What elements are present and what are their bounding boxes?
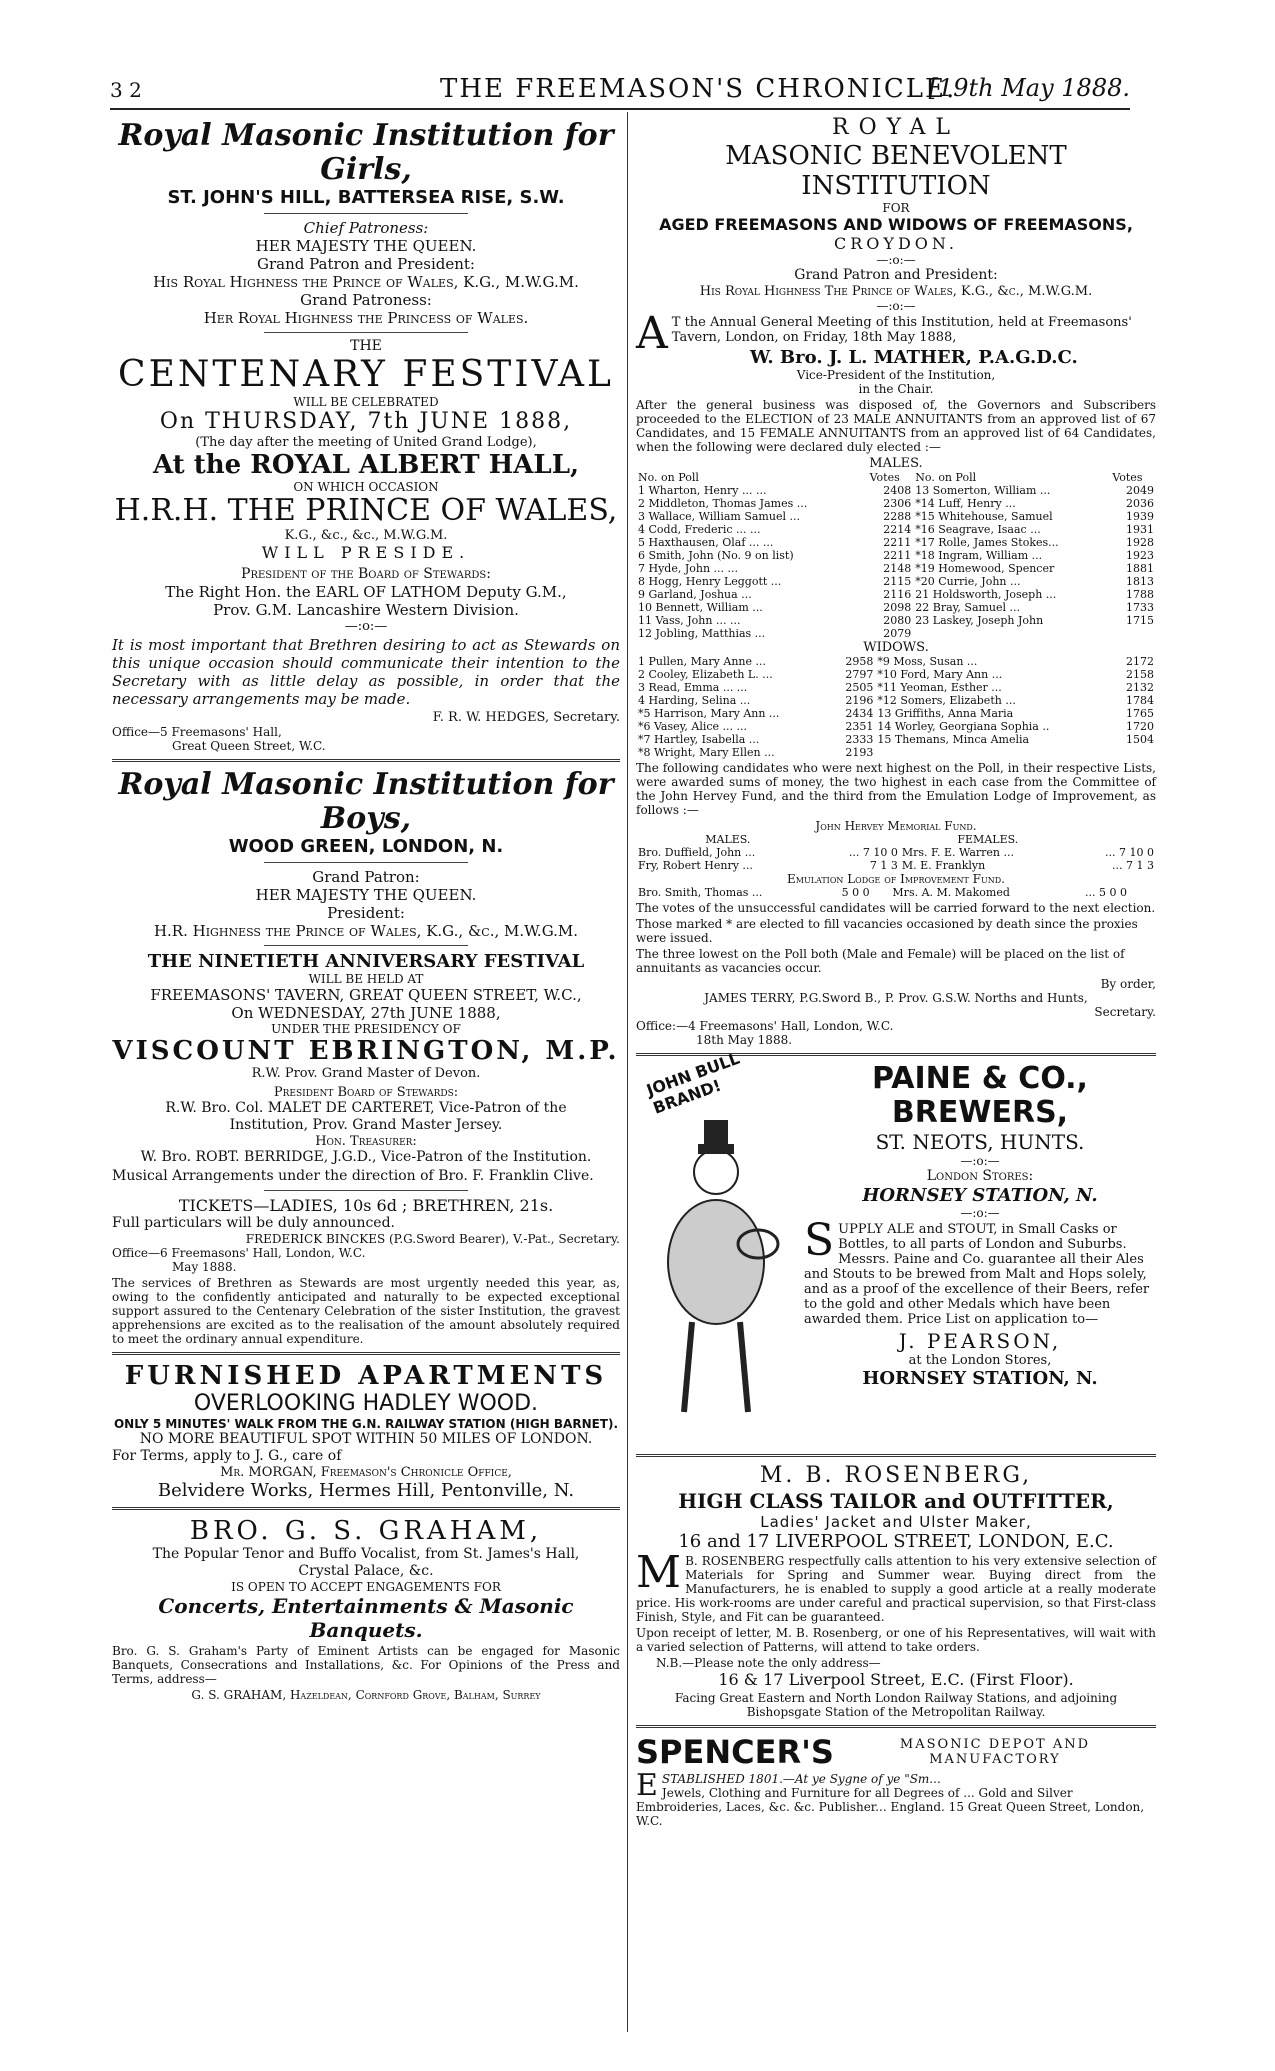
patron: His Royal Highness the Prince of Wales, K.G., M.W.G.M. [153, 273, 579, 291]
girls-institution-ad [112, 119, 620, 753]
by-order: By order, [1100, 977, 1156, 991]
table-cell-value: 1939 [1126, 510, 1154, 523]
benevolent-patron: His Royal Highness The Prince of Wales, K.G., &c., M.W.G.M. [699, 284, 1093, 299]
graham-title: BRO. G. S. GRAHAM, [189, 1516, 543, 1546]
right-column [636, 115, 1156, 1830]
vice-president: Vice-President of the Institution, [796, 368, 996, 382]
table-cell-name: *11 Yeoman, Esther ... [877, 681, 1002, 694]
table-cell-value: 2958 [845, 655, 874, 668]
rule [264, 332, 467, 333]
patroness: HER MAJESTY THE QUEEN. [255, 237, 477, 255]
col-no: No. on Poll [638, 471, 699, 484]
graham-line-1: The Popular Tenor and Buffo Vocalist, from St. James's Hall, [152, 1546, 580, 1562]
pearson-stores: at the London Stores, [908, 1353, 1052, 1368]
stewards-label: President of the Board of Stewards: [241, 566, 491, 582]
table-cell-name: *7 Hartley, Isabella ... [638, 733, 760, 746]
table-cell-name: 14 Worley, Georgiana Sophia .. [877, 720, 1050, 733]
grand-patroness: Her Royal Highness the Princess of Wales. [203, 309, 529, 327]
treasurer: W. Bro. ROBT. BERRIDGE, J.G.D., Vice-Patron of the Institution. [140, 1149, 592, 1165]
table-cell-value: 1504 [1126, 733, 1154, 746]
rule [264, 1190, 467, 1191]
girls-address: ST. JOHN'S HILL, BATTERSEA RISE, S.W. [167, 187, 565, 208]
table-row [636, 549, 1156, 562]
paine-station: HORNSEY STATION, N. [862, 1185, 1098, 1206]
section-rule [112, 1507, 620, 1510]
centenary-festival: CENTENARY FESTIVAL [118, 354, 614, 395]
for-label: FOR [882, 201, 910, 215]
benevolent-office-date: 18th May 1888. [696, 1033, 793, 1047]
table-cell-value: 2036 [1126, 497, 1154, 510]
table-cell-value: 1788 [1126, 588, 1154, 601]
table-cell-name: 21 Holdsworth, Joseph ... [915, 588, 1057, 601]
held-label: WILL BE HELD AT [308, 972, 424, 986]
spencer-ad [636, 1734, 1156, 1828]
table-row [636, 707, 1156, 720]
table-cell-value: 2115 [883, 575, 912, 588]
divider: —:o:— [960, 1154, 1000, 1168]
table-cell-name [913, 627, 1110, 640]
table-cell-name: 5 Haxthausen, Olaf ... ... [638, 536, 774, 549]
table-cell-value: 1720 [1126, 720, 1154, 733]
table-cell-value: 1765 [1126, 707, 1154, 720]
drop-cap-m: M [636, 1547, 682, 1598]
table-cell-name: 1 Pullen, Mary Anne ... [638, 655, 767, 668]
apartments-title: FURNISHED APARTMENTS [124, 1361, 608, 1391]
rosenberg-facing: Facing Great Eastern and North London Railway Stations, and adjoining Bishopsgate Station of the Metropolitan Railway. [674, 1691, 1118, 1719]
music-note: Musical Arrangements under the direction of Bro. F. Franklin Clive. [112, 1168, 594, 1184]
table-cell-name: Bro. Duffield, John ... [638, 846, 756, 859]
benevolent-title: MASONIC BENEVOLENT INSTITUTION [725, 141, 1067, 201]
table-cell-name: *17 Rolle, James Stokes... [915, 536, 1059, 549]
meeting-text: T the Annual General Meeting of this Institution, held at Freemasons' Tavern, London, on Friday, 18th May 1888, [671, 315, 1132, 345]
table-cell-value: 2306 [883, 497, 912, 510]
table-row [636, 523, 1156, 536]
table-cell-value: 2196 [845, 694, 874, 707]
table-row [636, 484, 1156, 497]
table-cell-value: 1928 [1126, 536, 1154, 549]
table-cell-value: 2408 [883, 484, 912, 497]
graham-body: Bro. G. S. Graham's Party of Eminent Artists can be engaged for Masonic Banquets, Consecrations and Installations, &c. For Opinions of the Press and Terms, address— [112, 1644, 620, 1686]
table-row [636, 510, 1156, 523]
festival-date-note: (The day after the meeting of United Grand Lodge), [195, 435, 537, 450]
col-no: No. on Poll [915, 471, 977, 484]
hervey-table [636, 833, 1156, 872]
hervey-females: FEMALES. [957, 833, 1019, 846]
emulation-table [636, 886, 1156, 899]
stewards-line-1: The Right Hon. the EARL OF LATHOM Deputy G.M., [165, 583, 567, 601]
rule [264, 213, 467, 214]
col-votes: Votes [1112, 471, 1143, 484]
table-cell-name: Fry, Robert Henry ... [638, 859, 753, 872]
after-text: After the general business was disposed of, the Governors and Subscribers proceeded to the ELECTION of 23 MALE ANNUITANTS from an approved list of 67 Candidates, and 15 FEMALE ANNUITANTS from an approved list of 64 Candidates, when the following were declared duly elected :— [636, 398, 1156, 454]
table-cell-value: ... 7 10 0 [848, 846, 898, 859]
three-note: The three lowest on the Poll both (Male and Female) will be placed on the list of annuitants as vacancies occur. [636, 947, 1125, 975]
will-preside: WILL PRESIDE. [261, 543, 471, 562]
table-cell-value: 2214 [883, 523, 912, 536]
rosenberg-address: 16 and 17 LIVERPOOL STREET, LONDON, E.C. [678, 1531, 1114, 1552]
benevolent-office: Office:—4 Freemasons' Hall, London, W.C. [636, 1019, 894, 1033]
boys-venue: FREEMASONS' TAVERN, GREAT QUEEN STREET, W.C., [150, 986, 582, 1004]
table-cell-name: 13 Somerton, William ... [915, 484, 1051, 497]
paine-body: UPPLY ALE and STOUT, in Small Casks or Bottles, to all parts of London and Suburbs. Messrs. Paine and Co. guarantee all their Ales and Stouts to be brewed from Malt and Hops solely, and as a proof of the excellence of their Beers, refer to the gold and other Medals which have been awarded them. Price List on application to— [804, 1222, 1150, 1327]
hervey-label: John Hervey Memorial Fund. [815, 819, 977, 833]
boys-president-label: President: [327, 904, 405, 922]
board-label: President Board of Stewards: [273, 1085, 459, 1100]
rosenberg-only-address: 16 & 17 Liverpool Street, E.C. (First Floor). [718, 1670, 1074, 1689]
presidency-label: UNDER THE PRESIDENCY OF [271, 1022, 461, 1036]
boys-address: WOOD GREEN, LONDON, N. [228, 836, 504, 857]
table-cell-name: *15 Whitehouse, Samuel [915, 510, 1053, 523]
widows-label: WIDOWS. [863, 640, 929, 655]
left-column [112, 115, 620, 1702]
table-cell-value: 2333 [845, 733, 874, 746]
table-cell-value: 2288 [883, 510, 912, 523]
table-cell-value: 2049 [1126, 484, 1154, 497]
table-row [636, 668, 1156, 681]
table-cell-name: 1 Wharton, Henry ... ... [638, 484, 767, 497]
in-chair: in the Chair. [858, 382, 934, 396]
paine-ad [636, 1048, 1156, 1448]
viscount-title: R.W. Prov. Grand Master of Devon. [251, 1066, 481, 1081]
table-row [636, 733, 1156, 746]
table-row [636, 720, 1156, 733]
table-cell-name: *9 Moss, Susan ... [877, 655, 978, 668]
journal-title: THE FREEMASON'S CHRONICLE. [440, 74, 957, 104]
table-cell-value [1113, 746, 1156, 759]
divider: —:o:— [960, 1206, 1000, 1220]
apartments-subtitle: OVERLOOKING HADLEY WOOD. [193, 1391, 539, 1416]
marked-note: Those marked * are elected to fill vacancies occasioned by death since the proxies were issued. [636, 917, 1138, 945]
votes-note: The votes of the unsuccessful candidates will be carried forward to the next election. [636, 901, 1156, 915]
festival-date: On THURSDAY, 7th JUNE 1888, [159, 409, 573, 434]
table-cell-value: ... 7 10 0 [1105, 846, 1154, 859]
boys-title: Royal Masonic Institution for Boys, [118, 767, 614, 836]
section-rule [112, 759, 620, 762]
john-bull-figure [636, 1062, 796, 1432]
boys-patron: HER MAJESTY THE QUEEN. [255, 886, 477, 904]
page-header [110, 68, 1130, 110]
girls-office-2: Great Queen Street, W.C. [172, 739, 326, 753]
table-cell-name: 10 Bennett, William ... [638, 601, 763, 614]
widows-table [636, 655, 1156, 759]
girls-body: It is most important that Brethren desiring to act as Stewards on this unique occasion should communicate their intention to the Secretary with as little delay as possible, in order that the necessary arrangements may be made. [112, 636, 620, 708]
column-divider [627, 112, 628, 2032]
stewards-line-2: Prov. G.M. Lancashire Western Division. [213, 601, 519, 619]
prince-name: H.R.H. THE PRINCE OF WALES, [114, 493, 618, 528]
paine-stores: London Stores: [926, 1168, 1034, 1184]
table-cell-name: 4 Harding, Selina ... [638, 694, 751, 707]
table-cell-value [1110, 627, 1156, 640]
spencer-established: STABLISHED 1801.—At ye Sygne of ye "Sm... [661, 1772, 941, 1786]
table-cell-value: 1931 [1126, 523, 1154, 536]
spencer-depot: MASONIC DEPOT AND MANUFACTORY [899, 1737, 1091, 1767]
table-cell-name: *12 Somers, Elizabeth ... [877, 694, 1016, 707]
croydon: CROYDON. [834, 234, 958, 253]
drop-cap-e: E [636, 1768, 658, 1803]
festival-venue: At the ROYAL ALBERT HALL, [152, 450, 580, 480]
particulars: Full particulars will be duly announced. [112, 1215, 396, 1231]
paine-title: PAINE & CO., BREWERS, [872, 1061, 1088, 1130]
emulation-label: Emulation Lodge of Improvement Fund. [787, 872, 1005, 886]
table-row [636, 614, 1156, 627]
benevolent-institution-ad [636, 115, 1156, 1047]
patroness-label: Chief Patroness: [303, 219, 429, 237]
apartments-works: Belvidere Works, Hermes Hill, Pentonville, N. [157, 1480, 575, 1501]
girls-secretary: F. R. W. HEDGES, Secretary. [432, 710, 620, 725]
males-label: MALES. [869, 456, 923, 471]
drop-cap-s: S [804, 1215, 835, 1266]
table-row [636, 601, 1156, 614]
spencer-body: Jewels, Clothing and Furniture for all Degrees of ... Gold and Silver Embroideries, Laces, &c. &c. Publisher... England. 15 Great Queen Street, London, W.C. [636, 1786, 1145, 1828]
divider: —:o:— [876, 253, 916, 267]
issue-date: [19th May 1888. [928, 74, 1130, 102]
table-cell-value: 1784 [1126, 694, 1154, 707]
table-row [636, 846, 1156, 859]
viscount-name: VISCOUNT EBRINGTON, M.P. [112, 1036, 620, 1066]
ninetieth-festival: THE NINETIETH ANNIVERSARY FESTIVAL [147, 951, 585, 972]
table-cell-name: 3 Read, Emma ... ... [638, 681, 748, 694]
boys-office-date: May 1888. [172, 1260, 237, 1274]
occasion-label: ON WHICH OCCASION [293, 480, 439, 494]
col-votes: Votes [869, 471, 900, 484]
boys-institution-ad [112, 768, 620, 1346]
divider: —:o:— [344, 619, 388, 634]
paine-place: ST. NEOTS, HUNTS. [875, 1130, 1085, 1154]
terry-name: JAMES TERRY, P.G.Sword B., P. Prov. G.S.W. Norths and Hunts, [704, 991, 1088, 1005]
celebrated-label: WILL BE CELEBRATED [293, 395, 439, 409]
section-rule [636, 1725, 1156, 1728]
table-cell-value: 2116 [883, 588, 912, 601]
section-rule [112, 1352, 620, 1355]
apartments-walk: ONLY 5 MINUTES' WALK FROM THE G.N. RAILWAY STATION (HIGH BARNET). [113, 1417, 619, 1431]
table-cell-name: *10 Ford, Mary Ann ... [877, 668, 1003, 681]
table-cell-name: 6 Smith, John (No. 9 on list) [638, 549, 794, 562]
table-cell-value: 2351 [845, 720, 874, 733]
table-row [636, 536, 1156, 549]
table-cell-name: 13 Griffiths, Anna Maria [877, 707, 1014, 720]
table-cell-value: ... 7 1 3 [1112, 859, 1154, 872]
graham-open: IS OPEN TO ACCEPT ENGAGEMENTS FOR [231, 1580, 501, 1594]
apartments-spot: NO MORE BEAUTIFUL SPOT WITHIN 50 MILES OF LONDON. [139, 1431, 593, 1447]
table-cell-value: 1881 [1126, 562, 1154, 575]
rule [264, 945, 467, 946]
girls-title: Royal Masonic Institution for Girls, [118, 118, 614, 187]
table-row [636, 694, 1156, 707]
drop-cap-a: A [636, 308, 668, 359]
table-cell-value: 2079 [883, 627, 912, 640]
table-cell-name: 2 Cooley, Elizabeth L. ... [638, 668, 773, 681]
graham-line-2: Crystal Palace, &c. [298, 1563, 434, 1579]
divider: —:o:— [876, 299, 916, 313]
table-row [636, 562, 1156, 575]
graham-concerts: Concerts, Entertainments & Masonic Banquets. [158, 1594, 574, 1642]
mather-name: W. Bro. J. L. MATHER, P.A.G.D.C. [749, 347, 1078, 368]
graham-ad [112, 1516, 620, 1702]
table-cell-name: *5 Harrison, Mary Ann ... [638, 707, 780, 720]
boys-body: The services of Brethren as Stewards are most urgently needed this year, as, owing to the confidently anticipated and naturally to be expected exceptional support assured to the Centenary Celebration of the sister Institution, the gravest apprehensions are excited as to the realisation of the amount absolutely required to meet the ordinary annual expenditure. [112, 1276, 620, 1346]
boys-patron-label: Grand Patron: [312, 868, 420, 886]
apartments-terms: For Terms, apply to J. G., care of [112, 1448, 342, 1464]
girls-office-1: Office—5 Freemasons' Hall, [112, 725, 282, 739]
table-cell-name: *20 Currie, John ... [915, 575, 1021, 588]
rosenberg-title: M. B. ROSENBERG, [759, 1463, 1033, 1488]
table-cell-value: 2193 [845, 746, 874, 759]
grand-patroness-label: Grand Patroness: [300, 291, 432, 309]
table-cell-value: 2148 [883, 562, 912, 575]
boys-president: H.R. Highness the Prince of Wales, K.G., &c., M.W.G.M. [153, 922, 579, 940]
pearson-name: J. PEARSON, [898, 1329, 1062, 1353]
following-text: The following candidates who were next highest on the Poll, in their respective Lists, were awarded sums of money, the two highest in each case from the Committee of the John Hervey Fund, and the third from the Emulation Lodge of Improvement, as follows :— [636, 761, 1156, 817]
section-rule [636, 1454, 1156, 1457]
spencer-name: SPENCER'S [636, 1733, 834, 1771]
table-cell-value: 1715 [1126, 614, 1154, 627]
table-cell-name: 22 Bray, Samuel ... [915, 601, 1021, 614]
board-line-1: R.W. Bro. Col. MALET DE CARTERET, Vice-Patron of the [165, 1100, 567, 1116]
benevolent-patron-label: Grand Patron and President: [794, 267, 998, 283]
rule [264, 862, 467, 863]
the-label: THE [350, 338, 382, 354]
table-cell-value: 1733 [1126, 601, 1154, 614]
pearson-station: HORNSEY STATION, N. [862, 1368, 1098, 1389]
hervey-males: MALES. [705, 833, 751, 846]
table-cell-value: 1813 [1126, 575, 1154, 588]
table-cell-value: 2080 [883, 614, 912, 627]
board-line-2: Institution, Prov. Grand Master Jersey. [229, 1117, 503, 1133]
table-cell-name [875, 746, 1112, 759]
rosenberg-note: N.B.—Please note the only address— [656, 1656, 881, 1670]
terry-title: Secretary. [1094, 1005, 1156, 1019]
table-cell-name: 2 Middleton, Thomas James ... [638, 497, 808, 510]
table-cell-name: 9 Garland, Joshua ... [638, 588, 752, 601]
table-cell-value: 2211 [883, 536, 912, 549]
graham-address: G. S. GRAHAM, Hazeldean, Cornford Grove, Balham, Surrey [191, 1688, 541, 1702]
john-bull-brand-text: JOHN BULL BRAND! [644, 1048, 743, 1118]
patron-label: Grand Patron and President: [257, 255, 475, 273]
table-cell-value: 2158 [1126, 668, 1154, 681]
table-row [636, 655, 1156, 668]
table-row [636, 588, 1156, 601]
table-cell-value: 2434 [845, 707, 874, 720]
table-row [636, 746, 1156, 759]
tickets: TICKETS—LADIES, 10s 6d ; BRETHREN, 21s. [178, 1196, 554, 1215]
aged-label: AGED FREEMASONS AND WIDOWS OF FREEMASONS, [659, 215, 1133, 234]
table-cell-name: 8 Hogg, Henry Leggott ... [638, 575, 782, 588]
table-cell-name: 7 Hyde, John ... ... [638, 562, 739, 575]
boys-office: Office—6 Freemasons' Hall, London, W.C. [112, 1246, 366, 1260]
treasurer-label: Hon. Treasurer: [315, 1134, 417, 1149]
table-cell-value: 7 1 3 [869, 859, 898, 872]
table-cell-name: 15 Themans, Minca Amelia [877, 733, 1030, 746]
table-row [636, 681, 1156, 694]
males-table [636, 471, 1156, 640]
table-cell-name: *16 Seagrave, Isaac ... [915, 523, 1041, 536]
table-cell-name: *14 Luff, Henry ... [915, 497, 1016, 510]
table-cell-name: Mrs. F. E. Warren ... [901, 846, 1014, 859]
table-cell-name: 3 Wallace, William Samuel ... [638, 510, 800, 523]
table-cell-value: 2211 [883, 549, 912, 562]
rosenberg-ad [636, 1463, 1156, 1719]
table-cell-name: *6 Vasey, Alice ... ... [638, 720, 748, 733]
table-cell-value: 2797 [845, 668, 874, 681]
royal-label: ROYAL [832, 115, 960, 140]
rosenberg-body: B. ROSENBERG respectfully calls attention to his very extensive selection of Materials for Spring and Summer wear. Buying direct from the Manufacturers, he is enabled to supply a good article at a really moderate price. His work-rooms are under careful and practical supervision, so that First-class Finish, Style, and Fit can be guaranteed. [636, 1554, 1156, 1624]
boys-secretary: FREDERICK BINCKES (P.G.Sword Bearer), V.-Pat., Secretary. [245, 1232, 620, 1246]
table-header [636, 471, 1156, 484]
table-cell-name: 11 Vass, John ... ... [638, 614, 741, 627]
table-cell-name: 4 Codd, Frederic ... ... [638, 523, 761, 536]
table-row [636, 575, 1156, 588]
table-cell-name: *18 Ingram, William ... [915, 549, 1043, 562]
table-cell-name: M. E. Franklyn [901, 859, 986, 872]
apartments-ad [112, 1361, 620, 1501]
table-cell-value: 2098 [883, 601, 912, 614]
boys-date: On WEDNESDAY, 27th JUNE 1888, [231, 1004, 501, 1022]
table-row: Bro. Smith, Thomas ... 5 0 0 Mrs. A. M. Makomed ... 5 0 0 [638, 886, 1128, 899]
table-cell-value: 2505 [845, 681, 874, 694]
rosenberg-receipt: Upon receipt of letter, M. B. Rosenberg, or one of his Representatives, will wait with a varied selection of Patterns, will attend to take orders. [636, 1626, 1156, 1654]
prince-titles: K.G., &c., &c., M.W.G.M. [284, 528, 448, 543]
table-cell-name: 23 Laskey, Joseph John [915, 614, 1044, 627]
table-row [636, 497, 1156, 510]
table-cell-value: 2172 [1126, 655, 1154, 668]
table-cell-value: 1923 [1126, 549, 1154, 562]
rosenberg-maker: Ladies' Jacket and Ulster Maker, [760, 1513, 1032, 1531]
table-cell-value: 2132 [1126, 681, 1154, 694]
table-cell-name: *8 Wright, Mary Ellen ... [638, 746, 775, 759]
table-cell-name: *19 Homewood, Spencer [915, 562, 1055, 575]
apartments-morgan: Mr. MORGAN, Freemason's Chronicle Office, [220, 1465, 512, 1480]
page-number: 3 2 [110, 78, 142, 102]
table-row [636, 627, 1156, 640]
table-cell-name: 12 Jobling, Matthias ... [638, 627, 766, 640]
rosenberg-tailor: HIGH CLASS TAILOR and OUTFITTER, [678, 1489, 1114, 1513]
table-row [636, 859, 1156, 872]
